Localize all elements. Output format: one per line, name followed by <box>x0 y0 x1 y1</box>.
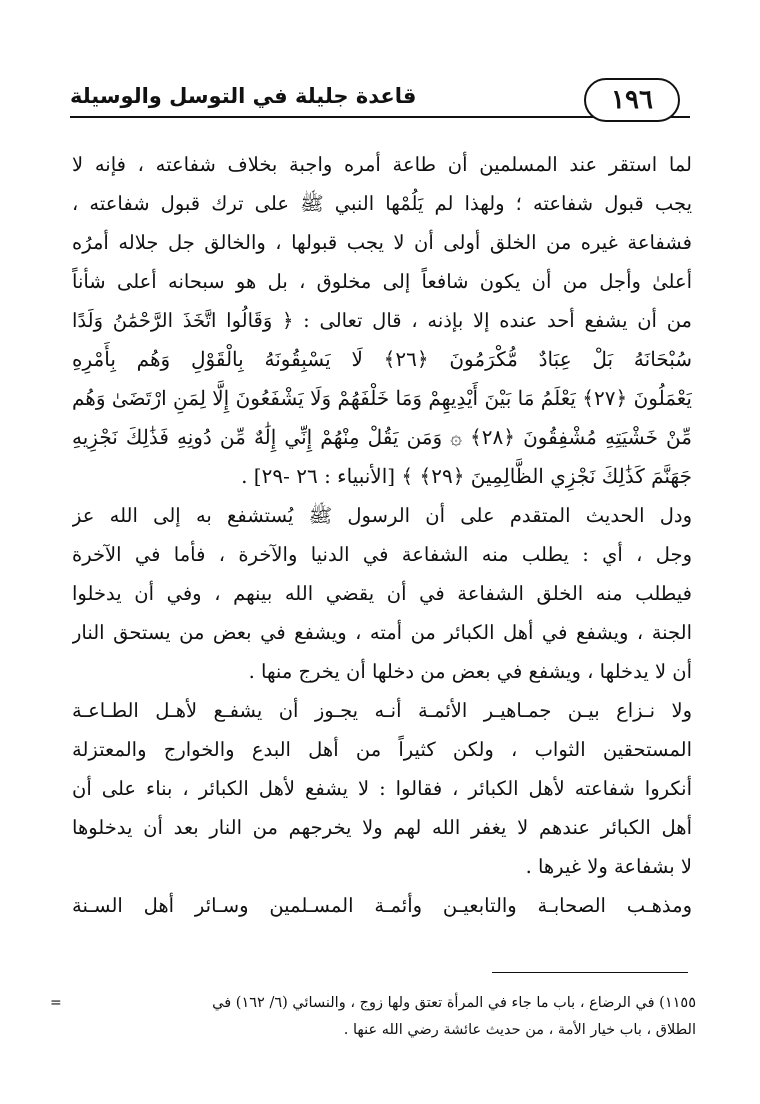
footnotes <box>50 990 696 1044</box>
footnote-separator <box>492 972 688 973</box>
body-line: أن لا يدخلها ، ويشفع في بعض من دخلها أن يخرج منها . <box>248 660 692 683</box>
body-line: فشفاعة غيره من الخلق أولى أن لا يجب قبولها ، والخالق جل جلاله أمرُه <box>72 231 692 254</box>
footnote-line: ١١٥٥) في الرضاع ، باب ما جاء في المرأة تعتق ولها زوج ، والنسائي (٦/ ١٦٢) في <box>212 995 696 1011</box>
body-line: أهل الكبائر عندهم لا يغفر الله لهم ولا يخرجهم من النار بعد أن يدخلوها <box>72 816 692 839</box>
body-line: ولا نـزاع بيـن جمـاهيـر الأئمـة أنـه يجـوز أن يشفـع لأهـل الطـاعـة <box>72 699 692 722</box>
body-line: فيطلب منه الخلق الشفاعة في أن يقضي الله بينهم ، وفي أن يدخلوا <box>72 582 692 605</box>
body-line: ومذهـب الصحابـة والتابعيـن وأئمـة المسـلمين وسـائر أهل السـنة <box>72 894 692 917</box>
quran-line: مِّنْ خَشْيَتِهِ مُشْفِقُونَ ﴿٢٨﴾ ۞ وَمَن يَقُلْ مِنْهُمْ إِنِّي إِلَٰهٌ مِّن دُونِهِ فَذَٰلِكَ نَجْزِيهِ <box>72 425 692 449</box>
body-line: أعلىٰ وأجل من أن يكون شافعاً إلى مخلوق ، بل هو سبحانه أعلى شأناً <box>72 270 692 293</box>
quran-line: جَهَنَّمَ كَذَٰلِكَ نَجْزِي الظَّالِمِينَ ﴿٢٩﴾ ﴾ [الأنبياء : ٢٦ -٢٩] . <box>241 464 692 488</box>
running-title: قاعدة جليلة في التوسل والوسيلة <box>70 84 417 108</box>
body-line: لا بشفاعة ولا غيرها . <box>525 855 692 878</box>
body-line: وجل ، أي : يطلب منه الشفاعة في الدنيا والآخرة ، فأما في الآخرة <box>72 543 692 566</box>
body-line: يجب قبول شفاعته ؛ ولهذا لم يَلُمْها النبي ﷺ على ترك قبول شفاعته ، <box>72 192 692 215</box>
body-line: أنكروا شفاعته لأهل الكبائر ، فقالوا : لا يشفع لأهل الكبائر ، بناء على أن <box>72 777 692 800</box>
quran-line: سُبْحَانَهُ بَلْ عِبَادٌ مُّكْرَمُونَ ﴿٢٦﴾ لَا يَسْبِقُونَهُ بِالْقَوْلِ وَهُم بِأَمْرِهِ <box>72 347 692 371</box>
footnote-continuation-marker: = <box>50 995 62 1011</box>
page-number: ١٩٦ <box>584 78 680 122</box>
body-line: من أن يشفع أحد عنده إلا بإذنه ، قال تعالى : ﴿ وَقَالُوا اتَّخَذَ الرَّحْمَٰنُ وَلَدًا <box>72 309 692 332</box>
page-header <box>70 78 690 128</box>
quran-line: يَعْمَلُونَ ﴿٢٧﴾ يَعْلَمُ مَا بَيْنَ أَيْدِيهِمْ وَمَا خَلْفَهُمْ وَلَا يَشْفَعُونَ إِلَّا لِمَنِ ارْتَضَىٰ وَهُم <box>72 386 692 410</box>
body-text <box>72 145 692 925</box>
body-line: ودل الحديث المتقدم على أن الرسول ﷺ يُستشفع به إلى الله عز <box>72 504 692 527</box>
body-line: لما استقر عند المسلمين أن طاعة أمره واجبة بخلاف شفاعته ، فإنه لا <box>72 153 692 176</box>
footnote-line: الطلاق ، باب خيار الأمة ، من حديث عائشة رضي الله عنها . <box>343 1022 696 1038</box>
body-line: الجنة ، ويشفع في أهل الكبائر من أمته ، ويشفع في بعض من يستحق النار <box>72 621 692 644</box>
body-line: المستحقين الثواب ، ولكن كثيراً من أهل البدع والخوارج والمعتزلة <box>72 738 692 761</box>
